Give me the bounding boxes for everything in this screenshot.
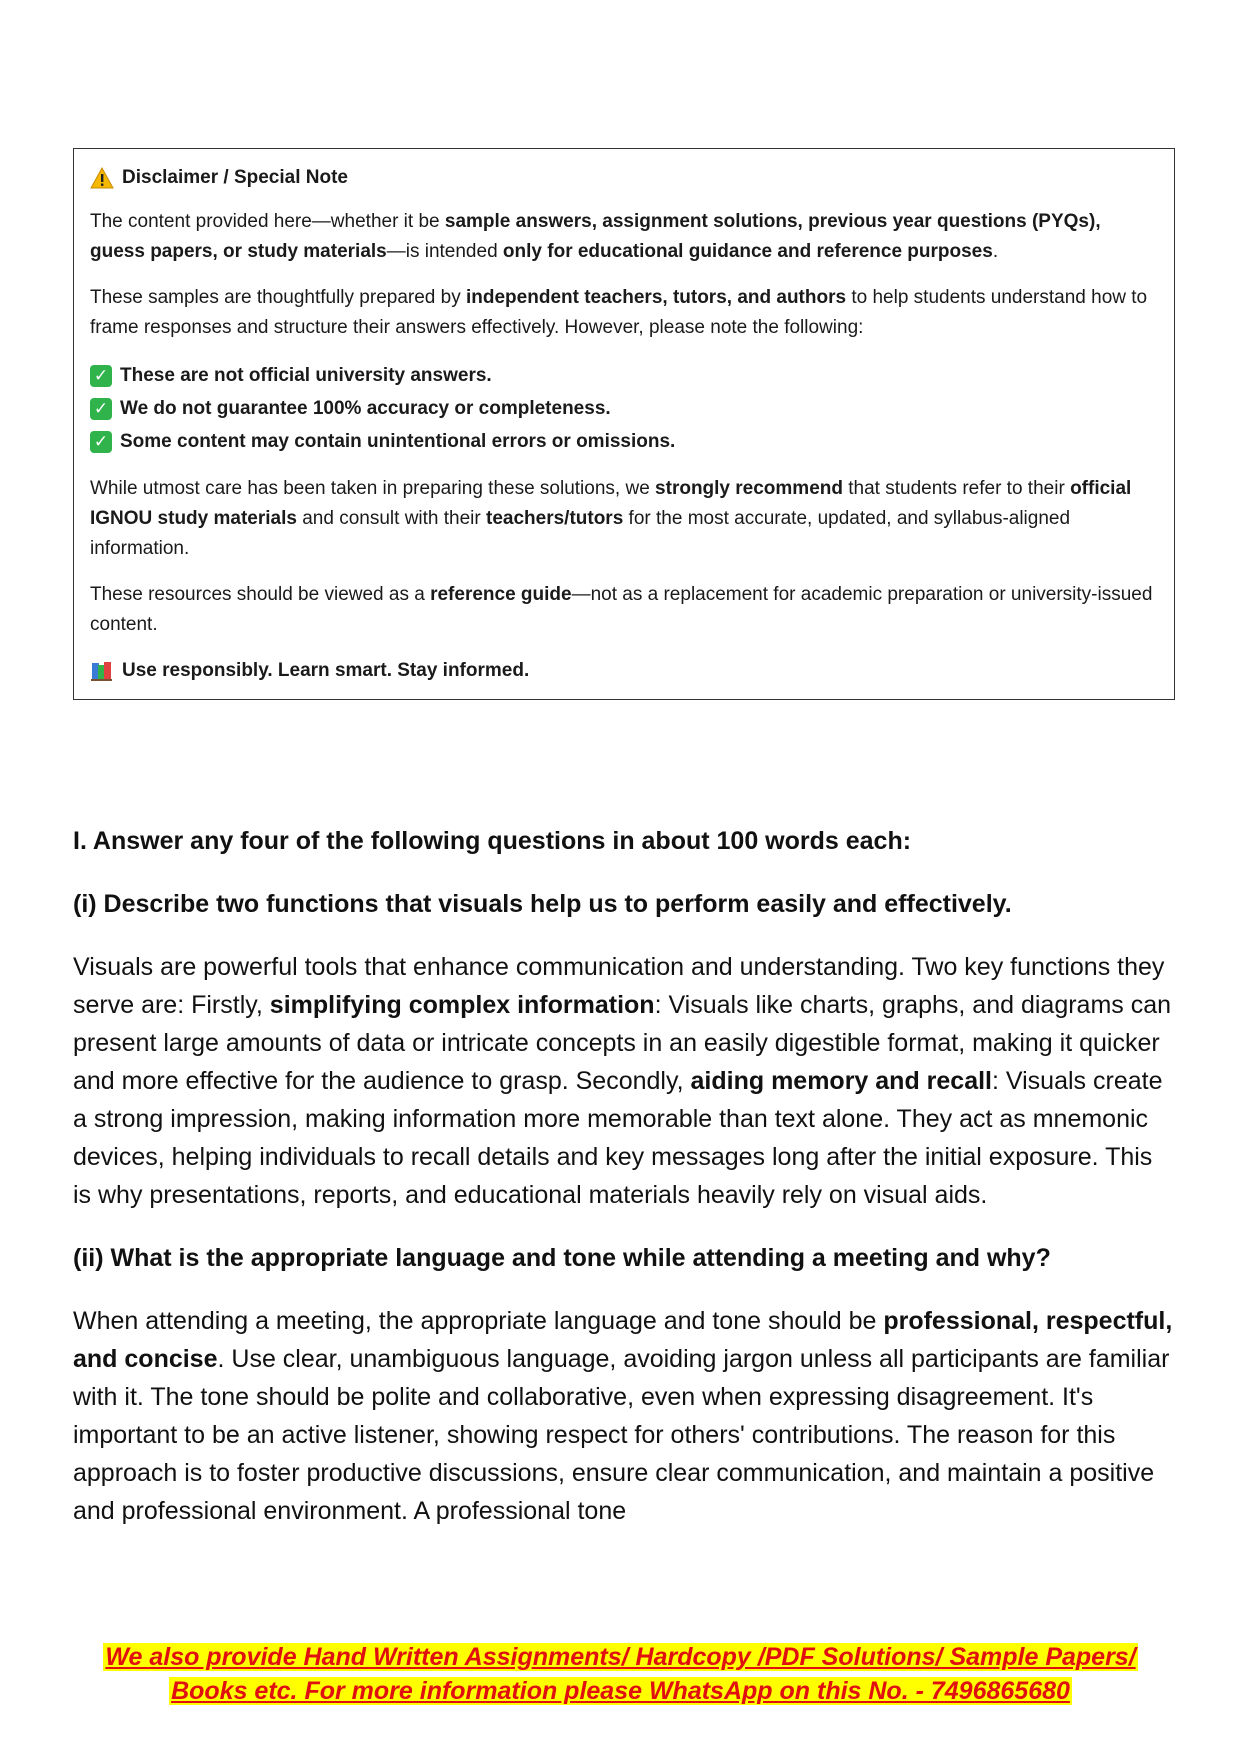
disclaimer-paragraph-2 (90, 283, 1158, 343)
section-heading: I. Answer any four of the following questions in about 100 words each: (73, 827, 912, 855)
list-item-text: Some content may contain unintentional errors or omissions. (120, 430, 676, 452)
bold-text: official IGNOU study materials (90, 478, 1132, 529)
disclaimer-closing-row (90, 656, 1158, 686)
question-2: (ii) What is the appropriate language and tone while attending a meeting and why? (73, 1244, 1051, 1272)
disclaimer-title: Disclaimer / Special Note (122, 167, 348, 188)
text: Visuals are powerful tools that enhance communication and understanding. Two key functions they serve are: Firstly, (73, 953, 1165, 1019)
bold-text: simplifying complex information (269, 991, 655, 1019)
answer-2 (73, 1302, 1173, 1530)
question-1: (i) Describe two functions that visuals help us to perform easily and effectively. (73, 890, 1012, 918)
text: When attending a meeting, the appropriate language and tone should be (73, 1307, 884, 1335)
text: —is intended (386, 241, 503, 262)
bold-text: reference guide (430, 584, 572, 605)
list-item (90, 392, 1158, 425)
promo-line-1 (0, 1640, 1241, 1674)
list-item (90, 425, 1158, 458)
list-item-text: We do not guarantee 100% accuracy or completeness. (120, 397, 611, 419)
text: : Visuals like charts, graphs, and diagrams can present large amounts of data or intricate concepts in an easily digestible format, making it quicker and more effective for the audience to grasp. Secondly, (73, 991, 1172, 1095)
bold-text: independent teachers, tutors, and authors (466, 287, 847, 308)
disclaimer-closing: Use responsibly. Learn smart. Stay informed. (122, 660, 530, 681)
disclaimer-box (73, 148, 1175, 700)
text: These resources should be viewed as a (90, 584, 431, 605)
promo-text: We also provide Hand Written Assignments/ Hardcopy /PDF Solutions/ Sample Papers/ (105, 1643, 1136, 1671)
text: : Visuals create a strong impression, making information more memorable than text alone. They act as mnemonic devices, helping individuals to recall details and key messages long after the initial exposure. This is why presentations, reports, and educational materials heavily rely on visual aids. (73, 1067, 1163, 1209)
text: While utmost care has been taken in preparing these solutions, we (90, 478, 656, 499)
list-item (90, 359, 1158, 392)
text: for the most accurate, updated, and syllabus-aligned information. (90, 508, 1071, 559)
bold-text: professional, respectful, and concise (73, 1307, 1173, 1373)
promo-text: Books etc. For more information please WhatsApp on this No. - 7496865680 (171, 1677, 1070, 1705)
bold-text: aiding memory and recall (690, 1067, 993, 1095)
disclaimer-paragraph-3 (90, 474, 1158, 564)
promo-line-2 (0, 1674, 1241, 1708)
disclaimer-title-row (90, 163, 1158, 193)
check-icon: ✓ (90, 431, 112, 453)
disclaimer-paragraph-1 (90, 207, 1158, 267)
text: . (992, 241, 999, 262)
bold-text: only for educational guidance and reference purposes (502, 241, 993, 262)
bold-text: sample answers, assignment solutions, previous year questions (PYQs), guess papers, or study materials (90, 211, 1101, 262)
text: These samples are thoughtfully prepared by (90, 287, 466, 308)
check-icon: ✓ (90, 365, 112, 387)
text: The content provided here—whether it be (90, 211, 445, 232)
promo-banner (0, 1640, 1241, 1708)
text: and consult with their (296, 508, 486, 529)
text: . Use clear, unambiguous language, avoiding jargon unless all participants are familiar with it. The tone should be polite and collaborative, even when expressing disagreement. It's important to be an active listener, showing respect for others' contributions. The reason for this approach is to foster productive discussions, ensure clear communication, and maintain a positive and professional environment. A professional tone (73, 1345, 1170, 1525)
disclaimer-paragraph-4 (90, 580, 1158, 640)
answer-1 (73, 948, 1173, 1214)
check-list (90, 359, 1158, 458)
list-item-text: These are not official university answers. (120, 364, 492, 386)
text: that students refer to their (842, 478, 1071, 499)
bold-text: teachers/tutors (486, 508, 624, 529)
main-content (73, 822, 1173, 1555)
bold-text: strongly recommend (655, 478, 843, 499)
text: to help students understand how to frame responses and structure their answers effectively. However, please note the following: (90, 287, 1148, 338)
check-icon: ✓ (90, 398, 112, 420)
books-icon (90, 660, 114, 682)
warning-icon (90, 167, 114, 189)
text: —not as a replacement for academic preparation or university-issued content. (90, 584, 1153, 635)
